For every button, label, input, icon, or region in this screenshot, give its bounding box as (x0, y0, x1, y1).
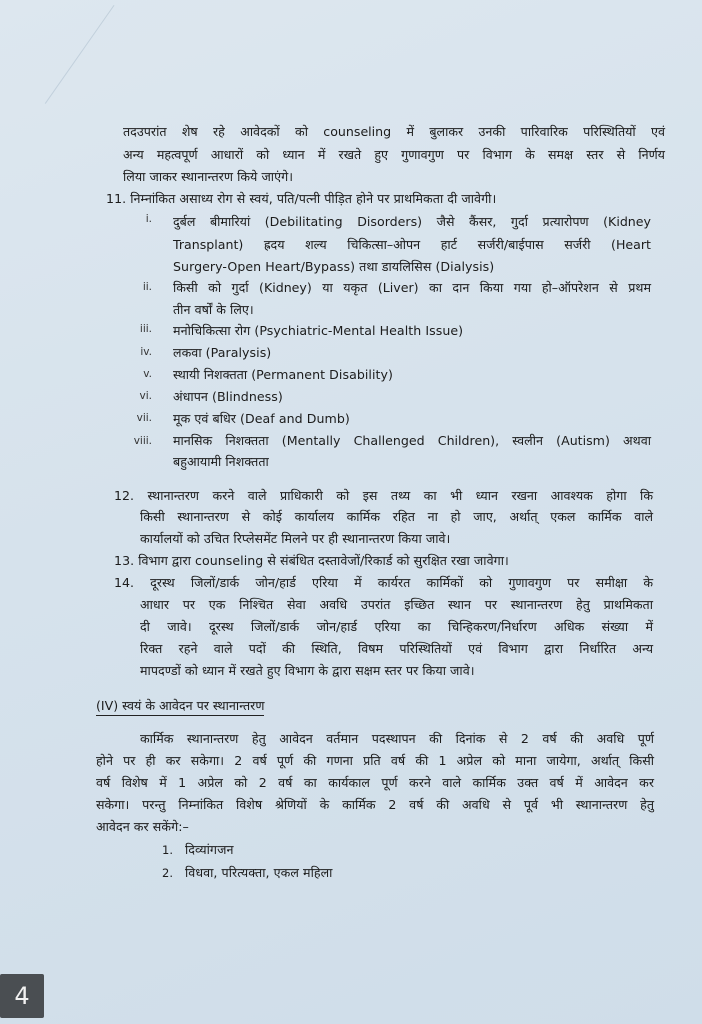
list-item: दिव्यांगजन (185, 842, 234, 857)
list-item-line: लकवा (Paralysis) (173, 345, 272, 360)
list-numeral: v. (143, 368, 152, 380)
list-item-line: Transplant) ह्रदय शल्य चिकित्सा–ओपन हार्ट सर्जरी/बाईपास सर्जरी (Heart (173, 237, 651, 252)
point-12-line: किसी स्थानान्तरण से कोई कार्यालय कार्मिक रहित ना हो जाए, अर्थात् एकल कार्मिक वाले (140, 509, 653, 524)
point-14-line: दी जावे। दूरस्थ जिलों/डार्क जोन/हार्ड एरिया का चिन्हिकरण/निर्धारण अधिक संख्या में (140, 619, 653, 634)
list-numeral: vii. (136, 412, 152, 424)
point-14-line: रिक्त रहने वाले पदों की स्थिति, विषम परिस्थितियों एवं विभाग द्वारा निर्धारित अन्य (140, 641, 653, 656)
section-para-line: होने पर ही कर सकेगा। 2 वर्ष पूर्ण की गणना प्रति वर्ष की 1 अप्रेल को माना जायेगा, अर्थात् किसी (96, 753, 654, 768)
list-item-line: Surgery-Open Heart/Bypass) तथा डायलिसिस (Dialysis) (173, 259, 495, 274)
point-14-line: मापदण्डों को ध्यान में रखते हुए विभाग के द्वारा सक्षम स्तर पर किया जावे। (140, 663, 475, 678)
list-item-line: मानसिक निशक्तता (Mentally Challenged Children), स्वलीन (Autism) अथवा (173, 433, 651, 448)
list-item-line: मनोचिकित्सा रोग (Psychiatric-Mental Health Issue) (173, 323, 464, 338)
list-numeral: vi. (139, 390, 152, 402)
list-numeral: viii. (133, 435, 152, 447)
point-11: 11. निम्नांकित असाध्य रोग से स्वयं, पति/पत्नी पीड़ित होने पर प्राथमिकता दी जावेगी। (106, 191, 497, 206)
list-numeral: iv. (140, 346, 152, 358)
point-12-line: 12. स्थानान्तरण करने वाले प्राधिकारी को इस तथ्य का भी ध्यान रखना आवश्यक होगा कि (114, 488, 653, 503)
list-item-line: बहुआयामी निशक्तता (173, 454, 269, 469)
point-14-line: आधार पर एक निश्चित सेवा अवधि उपरांत इच्छित स्थान पर स्थानान्तरण हेतु प्राथमिकता (140, 597, 653, 612)
list-numeral: i. (145, 213, 152, 225)
point-14-line: 14. दूरस्थ जिलों/डार्क जोन/हार्ड एरिया में कार्यरत कार्मिकों को गुणावगुण पर समीक्षा के (114, 575, 653, 590)
list-item-line: किसी को गुर्दा (Kidney) या यकृत (Liver) का दान किया गया हो–ऑपरेशन से प्रथम (173, 280, 651, 295)
list-item-line: स्थायी निशक्तता (Permanent Disability) (173, 367, 393, 382)
page-number: 4 (0, 974, 44, 1018)
section-para-line: सकेगा। परन्तु निम्नांकित विशेष श्रेणियों के कार्मिक 2 वर्ष की अवधि से पूर्व भी स्थानान्तरण हेतु (96, 797, 654, 812)
list-numeral: ii. (142, 281, 152, 293)
section-para-line: वर्ष विशेष में 1 अप्रेल को 2 वर्ष का कार्यकाल पूर्ण करने वाले कार्मिक उक्त वर्ष में आवेदन कर (96, 775, 654, 790)
section-para-line: कार्मिक स्थानान्तरण हेतु आवेदन वर्तमान पदस्थापन की दिनांक से 2 वर्ष की अवधि पूर्ण (140, 731, 654, 746)
list-item-line: मूक एवं बधिर (Deaf and Dumb) (173, 411, 350, 426)
point-12-line: कार्यालयों को उचित रिप्लेसमेंट मिलने पर ही स्थानान्तरण किया जावे। (140, 531, 451, 546)
list-item: विधवा, परित्यक्ता, एकल महिला (185, 865, 333, 880)
intro-line: तदउपरांत शेष रहे आवेदकों को counseling में बुलाकर उनकी पारिवारिक परिस्थितियों एवं (123, 124, 665, 139)
list-numeral: 1. (162, 843, 174, 857)
list-item-line: तीन वर्षों के लिए। (173, 302, 254, 317)
section-heading: (IV) स्वयं के आवेदन पर स्थानान्तरण (96, 697, 264, 716)
section-para-line: आवेदन कर सकेंगे:– (96, 819, 189, 834)
intro-line: लिया जाकर स्थानान्तरण किये जाएंगे। (123, 169, 294, 184)
list-item-line: अंधापन (Blindness) (173, 389, 283, 404)
list-numeral: iii. (139, 323, 152, 335)
list-item-line: दुर्बल बीमारियां (Debilitating Disorders) जैसे कैंसर, गुर्दा प्रत्यारोपण (Kidney (173, 214, 651, 229)
point-13: 13. विभाग द्वारा counseling से संबंधित दस्तावेजों/रिकार्ड को सुरक्षित रखा जावेगा। (114, 553, 509, 568)
intro-line: अन्य महत्वपूर्ण आधारों को ध्यान में रखते हुए गुणावगुण पर विभाग के समक्ष स्तर से निर्णय (123, 147, 665, 162)
list-numeral: 2. (162, 866, 174, 880)
